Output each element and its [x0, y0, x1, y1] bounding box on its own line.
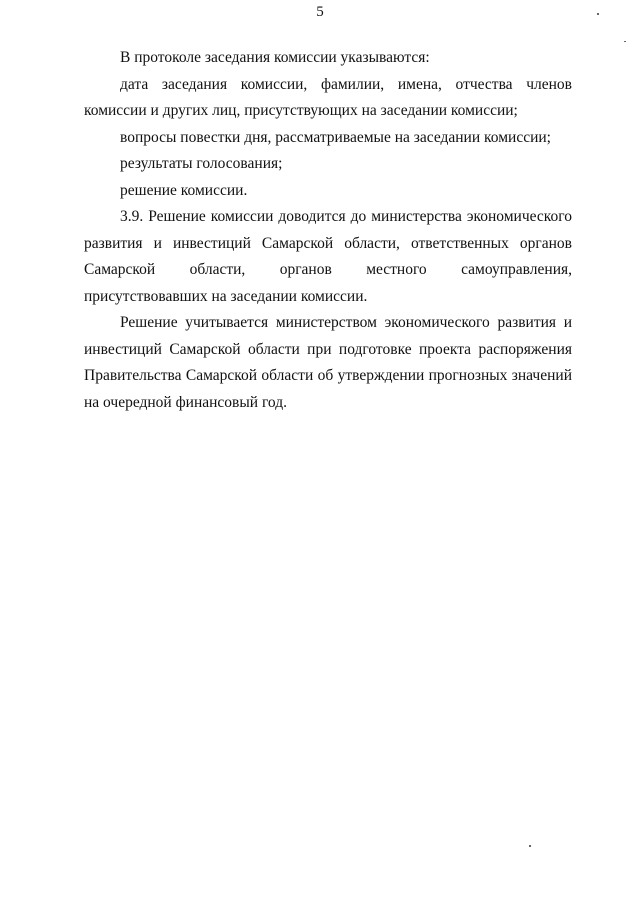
paragraph-meeting-date: дата заседания комиссии, фамилии, имена, отчества членов комиссии и других лиц, присутствующих на заседании комиссии; — [84, 75, 572, 119]
scan-speck — [597, 13, 599, 15]
paragraph-section-3-9: 3.9. Решение комиссии доводится до министерства экономического развития и инвестиций Самарской области, ответственных органов Самарской области, органов местного самоуправления, присутствовавших на заседании комиссии. — [84, 208, 572, 305]
paragraph-agenda-items: вопросы повестки дня, рассматриваемые на заседании комиссии; — [120, 128, 551, 146]
paragraph-protocol-intro: В протоколе заседания комиссии указываются: — [120, 49, 430, 66]
document-body — [84, 45, 572, 416]
paragraph-decision-usage: Решение учитывается министерством экономического развития и инвестиций Самарской области при подготовке проекта распоряжения Правительства Самарской области об утверждении прогнозных значений на очередной финансовый год. — [84, 314, 572, 411]
page-number: 5 — [316, 4, 324, 20]
scan-speck — [529, 845, 531, 847]
paragraph-vote-results: результаты голосования; — [120, 155, 283, 172]
scan-speck — [624, 41, 626, 42]
paragraph-commission-decision: решение комиссии. — [120, 181, 248, 199]
